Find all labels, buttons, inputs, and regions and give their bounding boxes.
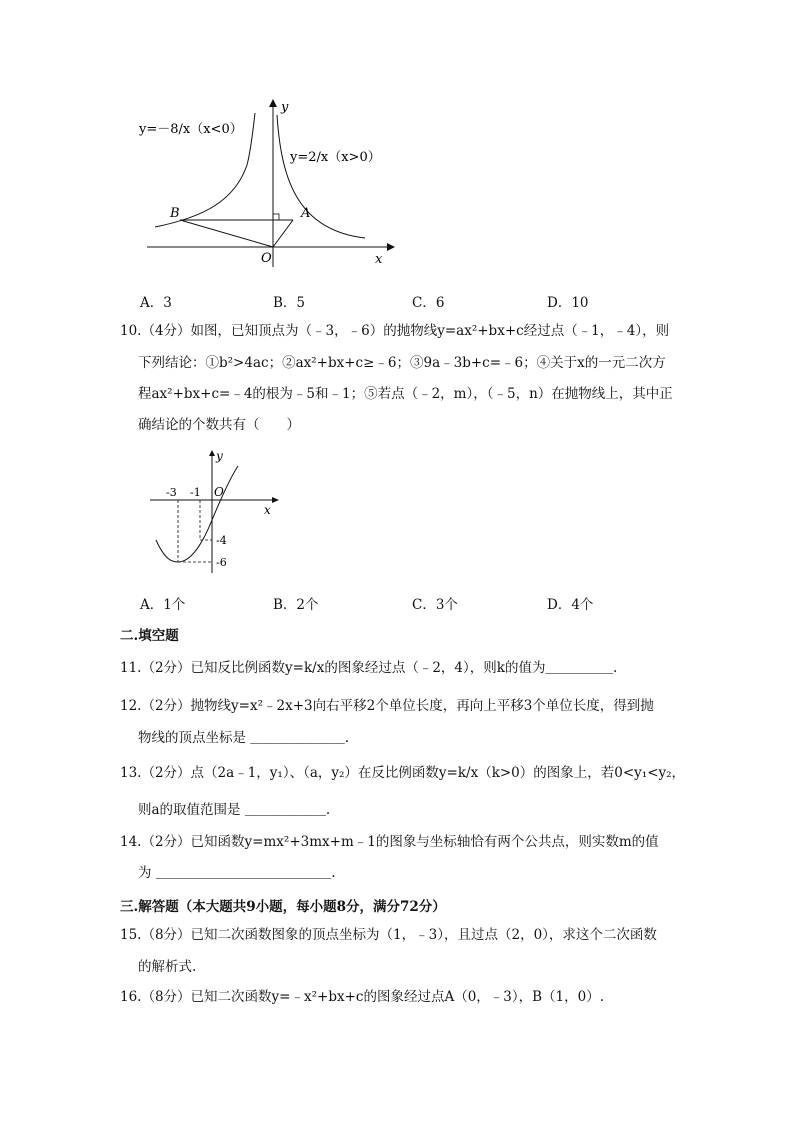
q10-x-label: x — [264, 503, 271, 517]
q9-y-arrow — [269, 99, 277, 107]
q9-label-left-fn: y=－8/x（x<0） — [139, 122, 243, 137]
q10-option-c: C．3个 — [412, 597, 458, 613]
q10-y-label: y — [216, 449, 223, 463]
q9-label-right-fn: y=2/x（x>0） — [290, 150, 381, 165]
q10-line-2: 下列结论：①b²>4ac；②ax²+bx+c≥﹣6；③9a﹣3b+c=﹣6；④关于x的一元二次方 — [138, 355, 666, 371]
q15-line-1: 15.（8分）已知二次函数图象的顶点坐标为（1，﹣3），且过点（2，0），求这个二次函数 — [120, 927, 657, 943]
q11-line: 11.（2分）已知反比例函数y=k/x的图象经过点（﹣2，4），则k的值为＿＿＿＿＿. — [120, 660, 618, 676]
q10-line-1: 10.（4分）如图，已知顶点为（﹣3，﹣6）的抛物线y=ax²+bx+c经过点（﹣1，﹣4），则 — [120, 323, 670, 339]
q10-parabola — [156, 466, 238, 562]
q15-line-2: 的解析式. — [138, 959, 197, 975]
q16-line: 16.（8分）已知二次函数y=﹣x²+bx+c的图象经过点A（0，﹣3），B（1，0）. — [120, 989, 605, 1005]
q10-option-a: A．1个 — [140, 597, 186, 613]
q10-tick-neg3: -3 — [166, 486, 177, 499]
q9-x-arrow — [387, 243, 395, 251]
q9-option-d: D．10 — [547, 295, 589, 311]
q10-tick-neg4: -4 — [216, 534, 227, 547]
q10-option-d: D．4个 — [547, 597, 594, 613]
q10-option-b: B．2个 — [273, 597, 319, 613]
q9-option-b: B．5 — [273, 295, 306, 311]
q9-segment-oa — [273, 220, 293, 247]
q9-origin-label: O — [261, 251, 272, 266]
q9-option-a: A．3 — [140, 295, 172, 311]
q9-point-b-label: B — [170, 206, 180, 221]
section-fill-in-title: 二.填空题 — [120, 628, 179, 644]
q10-figure — [140, 448, 285, 578]
q13-line-2: 则a的取值范围是 ＿＿＿＿＿＿. — [138, 802, 331, 818]
q12-line-1: 12.（2分）抛物线y=x²﹣2x+3向右平移2个单位长度，再向上平移3个单位长度，得到抛 — [120, 698, 654, 714]
q10-line-4: 确结论的个数共有（ ） — [138, 417, 300, 433]
q9-segment-bo — [180, 220, 273, 247]
q10-origin-label: O — [214, 485, 224, 499]
q10-y-arrow — [209, 450, 215, 456]
q10-line-3: 程ax²+bx+c=﹣4的根为﹣5和﹣1；⑤若点（﹣2，m），（﹣5，n）在抛物线上，其中正 — [138, 386, 673, 402]
q9-y-label: y — [281, 100, 289, 115]
q13-line-1: 13.（2分）点（2a﹣1，y₁）、（a，y₂）在反比例函数y=k/x（k>0）的图象上，若0<y₁<y₂， — [120, 765, 686, 781]
q14-line-1: 14.（2分）已知函数y=mx²+3mx+m﹣1的图象与坐标轴恰有两个公共点，则实数m的值 — [120, 834, 659, 850]
q9-point-a-label: A — [301, 206, 311, 221]
q12-line-2: 物线的顶点坐标是 ＿＿＿＿＿＿＿. — [138, 730, 350, 746]
q9-right-angle — [273, 214, 279, 220]
section-solution-title: 三.解答题（本大题共9小题，每小题8分，满分72分） — [120, 899, 446, 915]
q10-tick-neg6: -6 — [216, 556, 227, 569]
q14-line-2: 为 ＿＿＿＿＿＿＿＿＿＿＿＿＿. — [138, 865, 336, 881]
q10-x-arrow — [272, 497, 279, 503]
q9-figure — [135, 95, 395, 270]
q9-option-c: C．6 — [412, 295, 445, 311]
q10-tick-neg1: -1 — [190, 486, 201, 499]
q9-x-label: x — [375, 252, 383, 267]
